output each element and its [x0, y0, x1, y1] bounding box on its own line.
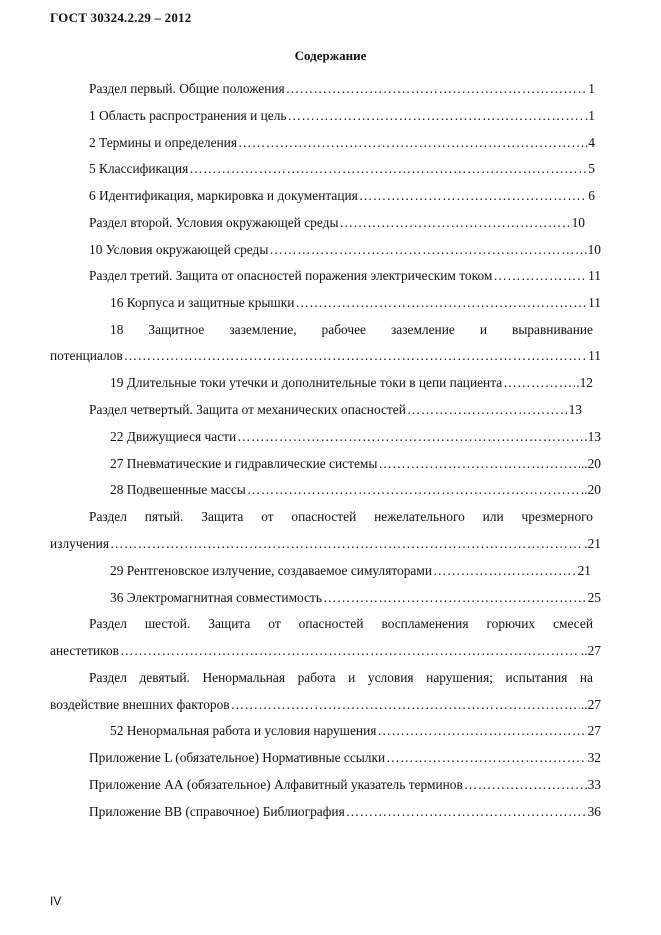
dot-leader	[120, 643, 580, 659]
toc-entry-page: ..20	[580, 456, 601, 471]
dot-leader	[269, 242, 583, 258]
toc-entry-line1: 18 Защитное заземление, рабочее заземление и выравнивание	[110, 322, 593, 337]
toc-entry-text: 16 Корпуса и защитные крышки	[110, 295, 295, 310]
dot-leader	[339, 215, 570, 231]
toc-entry-page: .10	[584, 242, 601, 257]
toc-entry-page: 32	[587, 750, 601, 765]
toc-entry	[89, 108, 595, 124]
toc-entry	[89, 242, 601, 258]
dot-leader	[407, 402, 568, 418]
toc-entry-text: воздействие внешних факторов	[50, 697, 230, 712]
document-header: ГОСТ 30324.2.29 – 2012	[50, 10, 192, 25]
toc-entry-line1: Раздел девятый. Ненормальная работа и условия нарушения; испытания на	[89, 670, 593, 685]
dot-leader	[124, 348, 587, 364]
dot-leader	[231, 697, 580, 713]
toc-entry-page: 27	[587, 723, 601, 738]
toc-entry-page: 11	[588, 295, 601, 310]
toc-entry-page: 11	[588, 348, 601, 363]
toc-entry	[50, 348, 601, 364]
toc-entry-text: излучения	[50, 536, 110, 551]
toc-entry-page: ..27	[580, 643, 601, 658]
toc-entry-page: 21	[577, 563, 591, 578]
dot-leader	[189, 161, 587, 177]
dot-leader	[238, 135, 584, 151]
toc-entry-page: 5	[588, 161, 595, 176]
toc-entry-page: .12	[576, 375, 593, 390]
toc-entry-page: 13	[568, 402, 582, 417]
toc-entry-text: Раздел первый. Общие положения	[89, 81, 285, 96]
toc-entry-text: 27 Пневматические и гидравлические системы	[110, 456, 378, 471]
dot-leader	[110, 536, 583, 552]
toc-entry-text: 28 Подвешенные массы	[110, 482, 246, 497]
toc-entry-text: потенциалов	[50, 348, 123, 363]
toc-entry-page: .13	[584, 429, 601, 444]
toc-entry-text: Приложение ВВ (справочное) Библиография	[89, 804, 345, 819]
dot-leader	[295, 295, 587, 311]
toc-entry	[110, 723, 601, 739]
toc-entry-page: 10	[571, 215, 585, 230]
toc-entry	[110, 482, 601, 498]
toc-entry-line1: Раздел шестой. Защита от опасностей воспламенения горючих смесей	[89, 616, 593, 631]
toc-entry-page: .1	[584, 108, 595, 123]
toc-entry	[89, 777, 601, 793]
toc-entry-text: Приложение АА (обязательное) Алфавитный указатель терминов	[89, 777, 463, 792]
dot-leader	[359, 188, 587, 204]
dot-leader	[377, 723, 586, 739]
toc-entry-text: 1 Область распространения и цель	[89, 108, 287, 123]
toc-entry	[89, 750, 601, 766]
toc-entry-text: 6 Идентификация, маркировка и документация	[89, 188, 358, 203]
toc-title: Содержание	[294, 48, 367, 63]
toc-entry-text: 29 Рентгеновское излучение, создаваемое симуляторами	[110, 563, 433, 578]
dot-leader	[464, 777, 587, 793]
toc-entry	[89, 188, 595, 204]
toc-entry-text: Приложение L (обязательное) Нормативные ссылки	[89, 750, 386, 765]
dot-leader	[288, 108, 584, 124]
dot-leader	[493, 268, 587, 284]
toc-entry	[110, 456, 601, 472]
toc-entry	[50, 697, 601, 713]
toc-entry-page: ..20	[580, 482, 601, 497]
toc-entry-page: 33	[587, 777, 601, 792]
dot-leader	[386, 750, 586, 766]
toc-entry-text: Раздел третий. Защита от опасностей поражения электрическим током	[89, 268, 493, 283]
toc-entry-text: 22 Движущиеся части	[110, 429, 237, 444]
dot-leader	[237, 429, 583, 445]
toc-entry-text: Раздел второй. Условия окружающей среды	[89, 215, 339, 230]
dot-leader	[346, 804, 587, 820]
toc-entry	[89, 402, 582, 418]
toc-entry-page: 1	[588, 81, 595, 96]
toc-entry	[50, 536, 601, 552]
toc-entry	[110, 563, 591, 579]
toc-entry	[89, 135, 595, 151]
toc-entry-page: .4	[584, 135, 595, 150]
toc-entry	[89, 81, 595, 97]
toc-entry-page: 25	[587, 590, 601, 605]
toc-entry-text: Раздел четвертый. Защита от механических опасностей	[89, 402, 406, 417]
toc-entry-page: .21	[584, 536, 601, 551]
toc-entry-line1: Раздел пятый. Защита от опасностей нежелательного или чрезмерного	[89, 509, 593, 524]
toc-entry	[89, 215, 585, 231]
toc-entry-text: 10 Условия окружающей среды	[89, 242, 269, 257]
toc-entry	[110, 429, 601, 445]
toc-entry-text: 2 Термины и определения	[89, 135, 238, 150]
dot-leader	[323, 590, 587, 606]
dot-leader	[503, 375, 575, 391]
toc-entry	[89, 804, 601, 820]
toc-entry	[110, 590, 601, 606]
toc-entry	[89, 161, 595, 177]
toc-entry-page: 11	[588, 268, 601, 283]
toc-entry-page: ..27	[580, 697, 601, 712]
toc-entry	[110, 295, 601, 311]
toc-entry	[50, 643, 601, 659]
toc-entry	[110, 375, 593, 391]
toc-entry-page: 36	[587, 804, 601, 819]
page-number: IV	[50, 894, 62, 908]
dot-leader	[286, 81, 588, 97]
toc-entry-page: 6	[588, 188, 595, 203]
dot-leader	[247, 482, 580, 498]
toc-entry	[89, 268, 601, 284]
toc-entry-text: 5 Классификация	[89, 161, 189, 176]
toc-entry-text: 36 Электромагнитная совместимость	[110, 590, 322, 605]
dot-leader	[433, 563, 577, 579]
toc-entry-text: 19 Длительные токи утечки и дополнительные токи в цепи пациента	[110, 375, 503, 390]
toc-entry-text: анестетиков	[50, 643, 119, 658]
dot-leader	[378, 456, 580, 472]
toc-entry-text: 52 Ненормальная работа и условия нарушения	[110, 723, 377, 738]
